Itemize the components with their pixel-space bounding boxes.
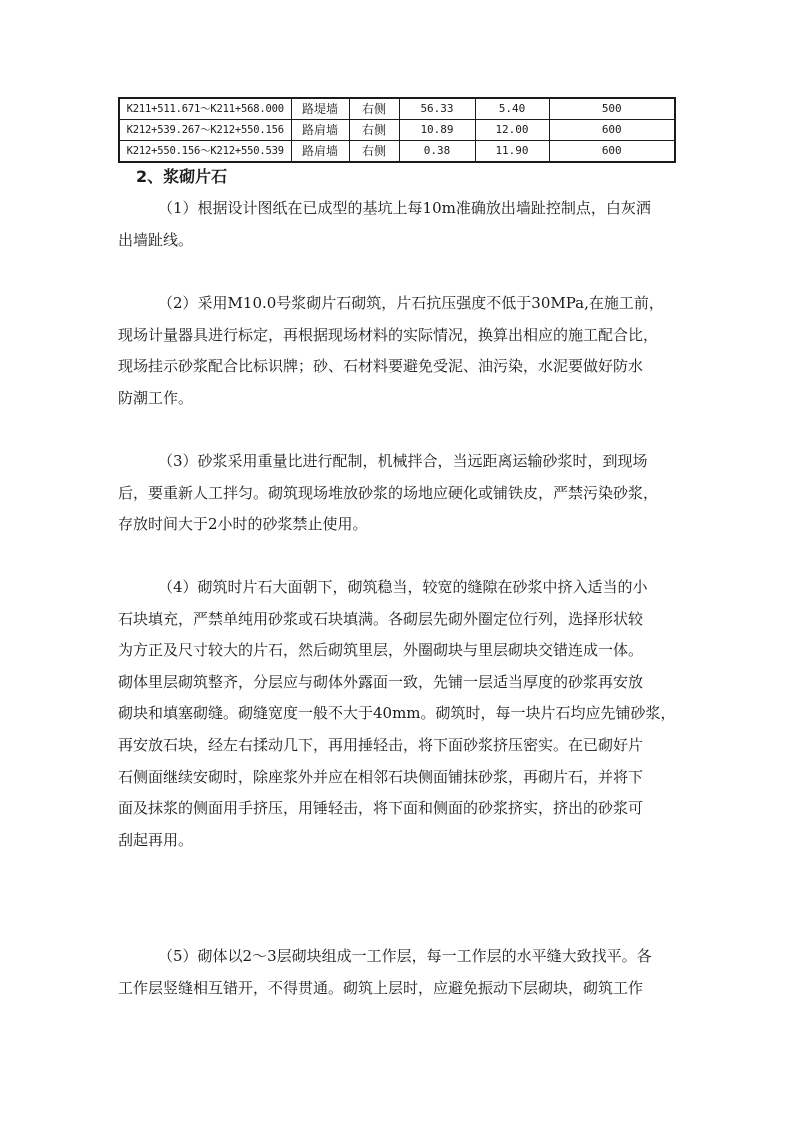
value-cell: 600	[549, 120, 675, 141]
height-cell: 12.00	[475, 120, 549, 141]
paragraph-line: 刮起再用。	[118, 830, 194, 849]
retaining-wall-table	[118, 97, 676, 163]
paragraph-line: 工作层竖缝相互错开，不得贯通。砌筑上层时，应避免振动下层砌块，砌筑工作	[118, 978, 644, 997]
paragraph-line: （4）砌筑时片石大面朝下，砌筑稳当，较宽的缝隙在砂浆中挤入适当的小	[158, 578, 648, 596]
table-body	[119, 98, 675, 162]
paragraph-line: 出墙趾线。	[118, 230, 194, 249]
paragraph	[118, 941, 678, 1004]
wall-type-cell: 路肩墙	[291, 141, 349, 163]
paragraph-line: 后，要重新人工拌匀。砌筑现场堆放砂浆的场地应硬化或铺铁皮，严禁污染砂浆，	[118, 483, 659, 502]
paragraph-line: 石块填充，严禁单纯用砂浆或石块填满。各砌层先砌外圈定位行列，选择形状较	[118, 609, 644, 628]
paragraph	[118, 572, 678, 856]
paragraph	[118, 446, 678, 541]
paragraph-line: 现场计量器具进行标定，再根据现场材料的实际情况，换算出相应的施工配合比，	[118, 325, 659, 344]
wall-type-cell: 路堤墙	[291, 98, 349, 120]
paragraph-line: 现场挂示砂浆配合比标识牌；砂、石材料要避免受泥、油污染，水泥要做好防水	[118, 357, 644, 376]
section-heading: 2、浆砌片石	[136, 167, 228, 186]
side-cell: 右侧	[349, 141, 399, 163]
paragraph	[118, 288, 678, 414]
height-cell: 11.90	[475, 141, 549, 163]
value-cell: 500	[549, 98, 675, 120]
length-cell: 0.38	[399, 141, 475, 163]
paragraph-line: 存放时间大于2小时的砂浆禁止使用。	[118, 515, 368, 534]
paragraph-line: （2）采用M10.0号浆砌片石砌筑，片石抗压强度不低于30MPa,在施工前，	[158, 294, 664, 312]
paragraph-line: 砌体里层砌筑整齐，分层应与砌体外露面一致，先铺一层适当厚度的砂浆再安放	[118, 672, 644, 691]
wall-type-cell: 路肩墙	[291, 120, 349, 141]
length-cell: 56.33	[399, 98, 475, 120]
side-cell: 右侧	[349, 120, 399, 141]
paragraph-line: 防潮工作。	[118, 388, 194, 407]
paragraph-line: 石侧面继续安砌时，除座浆外并应在相邻石块侧面铺抹砂浆，再砌片石，并将下	[118, 767, 644, 786]
table-row	[119, 141, 675, 163]
length-cell: 10.89	[399, 120, 475, 141]
stake-range-cell: K212+539.267～K212+550.156	[119, 120, 291, 141]
paragraph	[118, 193, 678, 256]
paragraph-line: （5）砌体以2～3层砌块组成一工作层，每一工作层的水平缝大致找平。各	[158, 947, 652, 965]
paragraph-line: 砌块和填塞砌缝。砌缝宽度一般不大于40mm。砌筑时，每一块片石均应先铺砂浆，	[118, 704, 676, 723]
paragraph-line: （1）根据设计图纸在已成型的基坑上每10m准确放出墙趾控制点，白灰洒	[158, 199, 651, 217]
paragraph-line: 面及抹浆的侧面用手挤压，用锤轻击，将下面和侧面的砂浆挤实，挤出的砂浆可	[118, 799, 644, 818]
stake-range-cell: K212+550.156～K212+550.539	[119, 141, 291, 163]
paragraph-line: 为方正及尺寸较大的片石，然后砌筑里层，外圈砌块与里层砌块交错连成一体。	[118, 641, 644, 660]
value-cell: 600	[549, 141, 675, 163]
table-row	[119, 120, 675, 141]
side-cell: 右侧	[349, 98, 399, 120]
paragraph-line: 再安放石块，经左右揉动几下，再用捶轻击，将下面砂浆挤压密实。在已砌好片	[118, 735, 644, 754]
table-row	[119, 98, 675, 120]
paragraph-line: （3）砂浆采用重量比进行配制，机械拌合，当远距离运输砂浆时，到现场	[158, 452, 648, 470]
height-cell: 5.40	[475, 98, 549, 120]
stake-range-cell: K211+511.671～K211+568.000	[119, 98, 291, 120]
